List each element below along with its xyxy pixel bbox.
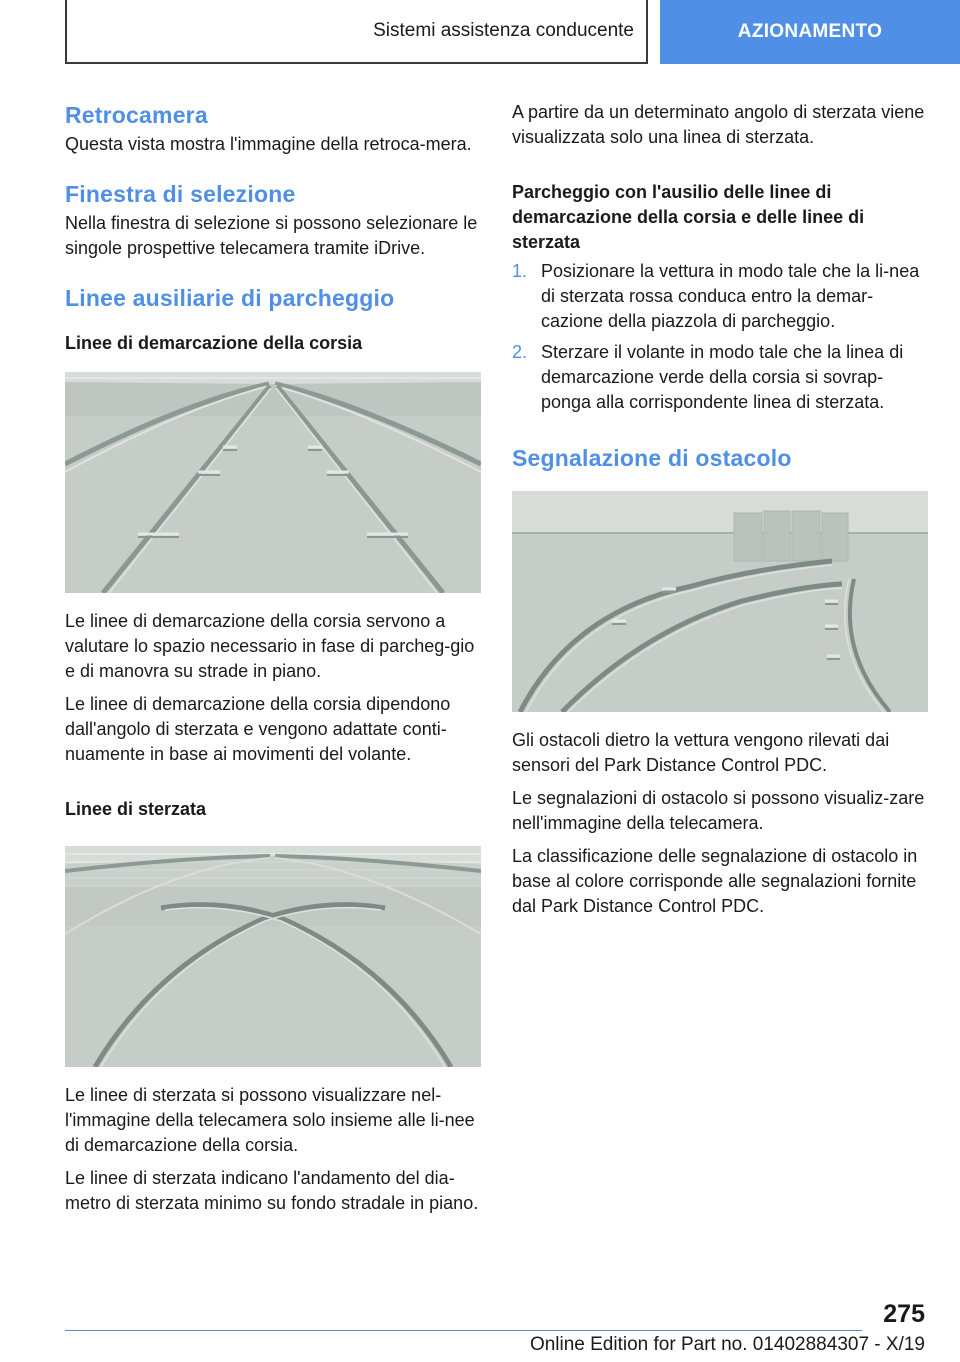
left-column	[65, 100, 481, 1216]
header-section-title: Sistemi assistenza conducente	[373, 20, 634, 41]
ostacolo-p2: Le segnalazioni di ostacolo si possono visualiz-zare nell'immagine della telecamera.	[512, 788, 925, 833]
footer-divider	[65, 1330, 862, 1331]
header-chapter-label: AZIONAMENTO	[737, 21, 883, 42]
retrocamera-title: Retrocamera	[65, 102, 208, 128]
demarcazione-p1: Le linee di demarcazione della corsia servono a valutare lo spazio necessario in fase di parcheg-gio e di manovra su strade in piano.	[65, 611, 475, 681]
demarcazione-p2: Le linee di demarcazione della corsia dipendono dall'angolo di sterzata e vengono adattate conti-nuamente in base ai movimenti del volante.	[65, 694, 451, 764]
step-number: 2.	[512, 342, 528, 362]
retrocamera-text: Questa vista mostra l'immagine della retroca-mera.	[65, 134, 472, 154]
list-item	[512, 259, 928, 334]
step-number: 1.	[512, 261, 528, 281]
step-text: Sterzare il volante in modo tale che la linea di demarcazione verde della corsia si sovrap-ponga alla corrispondente linea di sterzata.	[541, 342, 904, 412]
finestra-text: Nella finestra di selezione si possono selezionare le singole prospettive telecamera tramite iDrive.	[65, 213, 478, 258]
sterzata-p2: Le linee di sterzata indicano l'andamento del dia-metro di sterzata minimo su fondo stradale in piano.	[65, 1168, 479, 1213]
ostacolo-title: Segnalazione di ostacolo	[512, 445, 792, 471]
demarcazione-subtitle: Linee di demarcazione della corsia	[65, 333, 363, 353]
right-column	[512, 100, 928, 919]
header-chapter-tab[interactable]	[660, 0, 960, 64]
lane-lines-figure	[65, 372, 481, 593]
sterzata-p1: Le linee di sterzata si possono visualizzare nel-l'immagine della telecamera solo insieme alle li-nee di demarcazione della corsia.	[65, 1085, 475, 1155]
ostacolo-p1: Gli ostacoli dietro la vettura vengono rilevati dai sensori del Park Distance Control PDC.	[512, 730, 890, 775]
steering-lines-figure	[65, 846, 481, 1067]
parking-steps-list	[512, 259, 928, 415]
step-text: Posizionare la vettura in modo tale che la li-nea di sterzata rossa conduca entro la demar-cazione della piazzola di parcheggio.	[541, 261, 920, 331]
linee-title: Linee ausiliarie di parcheggio	[65, 285, 395, 311]
header-section-box	[65, 0, 648, 64]
page-number: 275	[883, 1300, 925, 1328]
footer-edition: Online Edition for Part no. 01402884307 - X/19	[529, 1334, 925, 1355]
parcheggio-subtitle: Parcheggio con l'ausilio delle linee di demarcazione della corsia e delle linee di sterzata	[512, 182, 865, 252]
intro-text: A partire da un determinato angolo di sterzata viene visualizzata solo una linea di sterzata.	[512, 102, 925, 147]
finestra-title: Finestra di selezione	[65, 181, 296, 207]
sterzata-subtitle: Linee di sterzata	[65, 799, 207, 819]
obstacle-figure	[512, 491, 928, 712]
ostacolo-p3: La classificazione delle segnalazione di ostacolo in base al colore corrisponde alle segnalazioni fornite dal Park Distance Control PDC.	[512, 846, 918, 916]
list-item	[512, 340, 928, 415]
